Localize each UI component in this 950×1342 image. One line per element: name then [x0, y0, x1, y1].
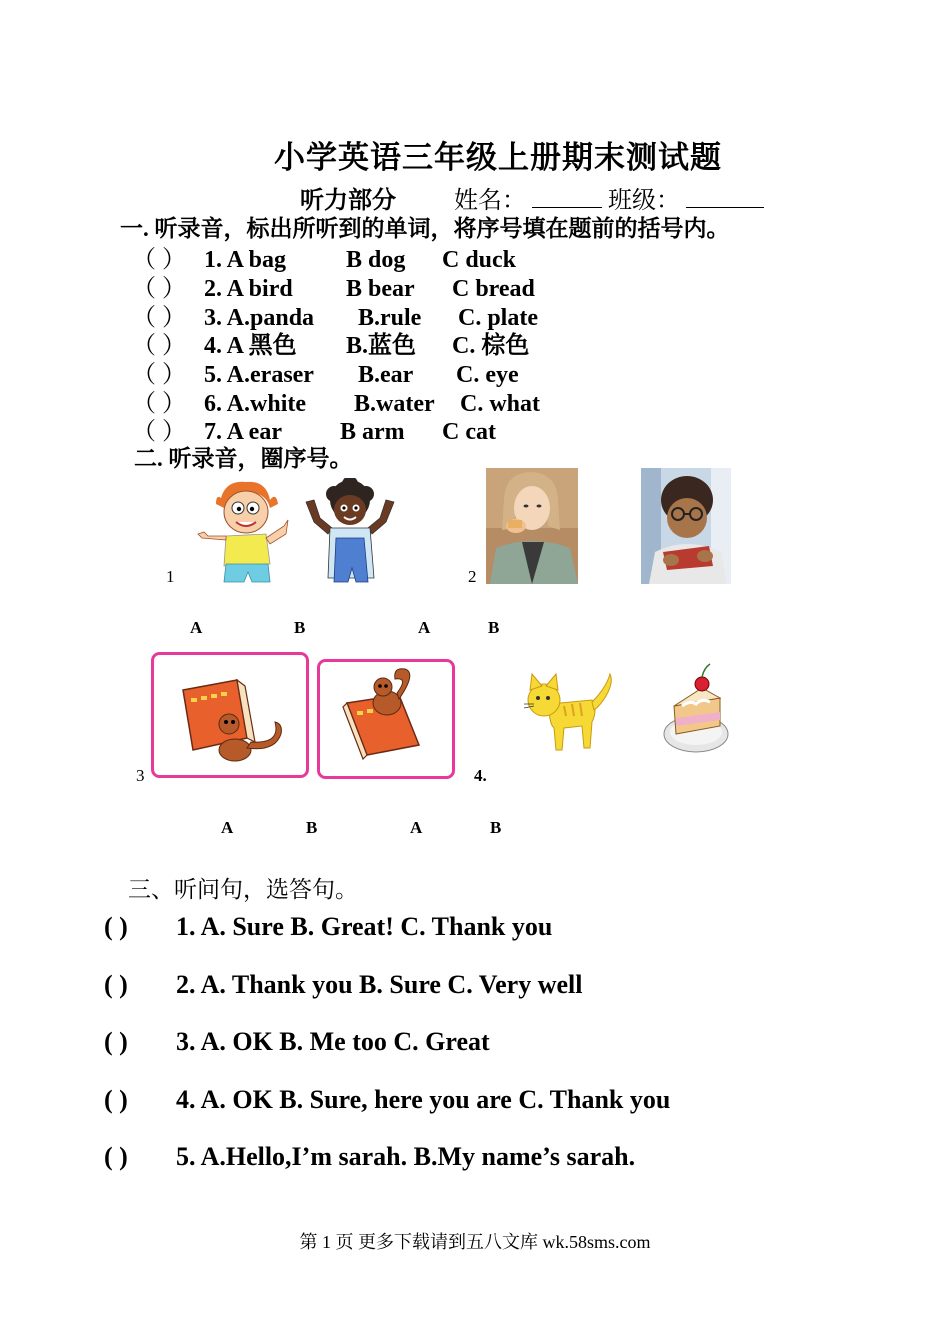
option-b: B.蓝色 — [346, 333, 417, 359]
question-options: 3. A. OK B. Me too C. Great — [176, 1027, 490, 1056]
answer-paren[interactable]: （ ） — [132, 419, 186, 445]
choice-label[interactable]: A — [410, 818, 423, 837]
option-a: 2. A bird — [204, 276, 293, 302]
option-a: 7. A ear — [204, 419, 282, 445]
question-options: 2. A. Thank you B. Sure C. Very well — [176, 970, 583, 999]
answer-paren[interactable]: （ ） — [132, 305, 186, 331]
girl-eating-image — [486, 468, 578, 584]
name-blank[interactable] — [532, 185, 602, 208]
option-b: B arm — [340, 419, 405, 445]
girl-curly-hair-image — [302, 478, 400, 584]
question-number: 1 — [166, 567, 175, 586]
option-a: 4. A 黑色 — [204, 333, 297, 359]
answer-paren[interactable]: ( ) — [104, 912, 128, 941]
list-item — [104, 1142, 635, 1172]
option-c: C. plate — [458, 305, 538, 331]
question-number: 4. — [474, 766, 487, 785]
part2-heading: 二. 听录音，圈序号。 — [134, 446, 353, 471]
boy-glasses-image — [641, 468, 731, 584]
page-title: 小学英语三年级上册期末测试题 — [274, 140, 722, 175]
option-c: C bread — [452, 276, 535, 302]
option-b: B.rule — [358, 305, 422, 331]
squirrel-under-book-image — [151, 652, 309, 778]
choice-label[interactable]: B — [306, 818, 318, 837]
option-c: C. 棕色 — [452, 333, 530, 359]
option-c: C cat — [442, 419, 496, 445]
answer-paren[interactable]: （ ） — [132, 333, 186, 359]
option-a: 6. A.white — [204, 391, 306, 417]
option-a: 5. A.eraser — [204, 362, 314, 388]
class-blank[interactable] — [686, 185, 764, 208]
answer-paren[interactable]: ( ) — [104, 1027, 128, 1056]
list-item — [104, 912, 552, 942]
list-item — [104, 970, 582, 1000]
answer-paren[interactable]: （ ） — [132, 362, 186, 388]
choice-label[interactable]: A — [221, 818, 234, 837]
answer-paren[interactable]: ( ) — [104, 1085, 128, 1114]
answer-paren[interactable]: （ ） — [132, 391, 186, 417]
choice-label[interactable]: B — [488, 618, 500, 637]
question-number: 3 — [136, 766, 145, 785]
answer-paren[interactable]: ( ) — [104, 970, 128, 999]
part1-heading: 一. 听录音，标出所听到的单词，将序号填在题前的括号内。 — [120, 216, 730, 241]
page-footer: 第 1 页 更多下载请到五八文库 wk.58sms.com — [299, 1232, 651, 1252]
option-c: C. what — [460, 391, 541, 417]
question-options: 1. A. Sure B. Great! C. Thank you — [176, 912, 553, 941]
question-options: 5. A.Hello,I’m sarah. B.My name’s sarah. — [176, 1142, 636, 1171]
part3-heading: 三、听问句，选答句。 — [128, 877, 358, 902]
answer-paren[interactable]: （ ） — [132, 276, 186, 302]
cat-image — [520, 670, 614, 752]
option-a: 1. A bag — [204, 247, 287, 273]
answer-paren[interactable]: （ ） — [132, 247, 186, 273]
option-a: 3. A.panda — [204, 305, 315, 331]
list-item — [104, 1085, 670, 1115]
option-b: B dog — [346, 247, 406, 273]
option-b: B bear — [346, 276, 415, 302]
option-c: C. eye — [456, 362, 519, 388]
boy-pointing-image — [196, 478, 292, 584]
question-options: 4. A. OK B. Sure, here you are C. Thank you — [176, 1085, 671, 1114]
choice-label[interactable]: B — [294, 618, 306, 637]
squirrel-on-book-image — [317, 659, 455, 779]
section-label: 听力部分 — [300, 188, 396, 214]
answer-paren[interactable]: ( ) — [104, 1142, 128, 1171]
option-b: B.water — [354, 391, 435, 417]
choice-label[interactable]: A — [418, 618, 431, 637]
cake-image — [662, 662, 730, 756]
list-item — [104, 1027, 490, 1057]
choice-label[interactable]: A — [190, 618, 203, 637]
option-b: B.ear — [358, 362, 414, 388]
choice-label[interactable]: B — [490, 818, 502, 837]
class-label: 班级： — [608, 188, 680, 214]
option-c: C duck — [442, 247, 517, 273]
name-label: 姓名： — [454, 188, 526, 214]
question-number: 2 — [468, 567, 477, 586]
